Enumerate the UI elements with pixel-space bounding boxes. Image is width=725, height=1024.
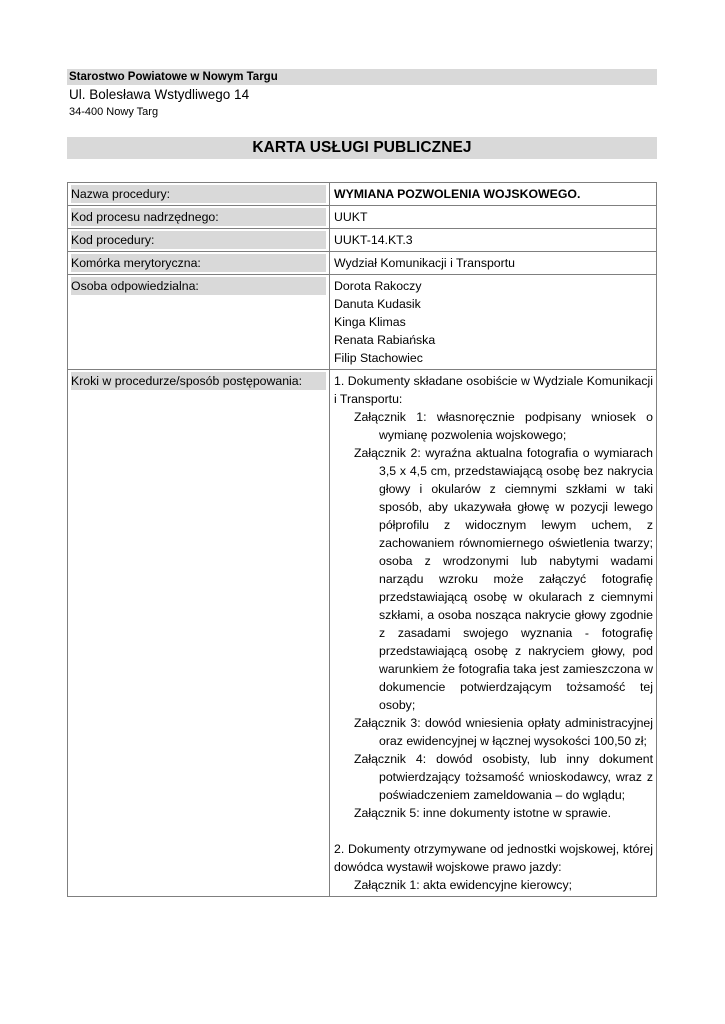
person-name: Renata Rabiańska — [334, 333, 436, 347]
attachment-item: Załącznik 2: wyraźna aktualna fotografia o wymiarach 3,5 x 4,5 cm, przedstawiającą osobę bez nakrycia głowy i okularów z ciemnymi szkłami w taki sposób, aby ukazywała głowę w pozycji lewego półprofilu z widocznym lewym uchem, z zachowaniem równomiernego oświetlenia twarzy; osoba z wrodzonymi lub nabytymi wadami narządu wzroku może załączyć fotografię przedstawiającą osobę w okularach z ciemnymi szkłami, a osoba nosząca nakrycie głowy zgodnie z zasadami swojego wyznania - fotografię przedstawiającą osobę z nakryciem głowy, pod warunkiem że fotografia taka jest zamieszczona w dokumencie potwierdzającym tożsamość tej osoby; — [354, 446, 653, 712]
attachment-item: Załącznik 1: akta ewidencyjne kierowcy; — [354, 878, 573, 892]
attachment-item: Załącznik 1: własnoręcznie podpisany wniosek o wymianę pozwolenia wojskowego; — [354, 410, 653, 442]
procedure-code-value: UUKT-14.KT.3 — [330, 229, 657, 252]
responsible-persons — [330, 275, 657, 370]
person-name: Kinga Klimas — [334, 315, 406, 329]
document-title: KARTA USŁUGI PUBLICZNEJ — [67, 137, 657, 159]
attachment-item: Załącznik 3: dowód wniesienia opłaty administracyjnej oraz ewidencyjnej w łącznej wysokości 100,50 zł; — [354, 716, 653, 748]
parent-process-code-label: Kod procesu nadrzędnego: — [71, 208, 326, 226]
person-name: Danuta Kudasik — [334, 297, 421, 311]
steps-section-2: 2. Dokumenty otrzymywane od jednostki wojskowej, której dowódca wystawił wojskowe prawo jazdy: — [334, 842, 653, 874]
procedure-code-label: Kod procedury: — [71, 231, 326, 249]
attachment-item: Załącznik 5: inne dokumenty istotne w sprawie. — [354, 806, 611, 820]
row-parent-process-code — [68, 206, 657, 229]
procedure-table — [67, 182, 657, 897]
person-name: Dorota Rakoczy — [334, 279, 422, 293]
row-procedure-code — [68, 229, 657, 252]
row-steps — [68, 370, 657, 897]
procedure-name-label: Nazwa procedury: — [71, 185, 326, 203]
office-name: Starostwo Powiatowe w Nowym Targu — [67, 69, 657, 85]
procedure-name-value: WYMIANA POZWOLENIA WOJSKOWEGO. — [330, 183, 657, 206]
attachment-item: Załącznik 4: dowód osobisty, lub inny dokument potwierdzający tożsamość wnioskodawcy, wraz z poświadczeniem zameldowania – do wglądu; — [354, 752, 653, 802]
steps-label: Kroki w procedurze/sposób postępowania: — [71, 372, 326, 390]
row-responsible — [68, 275, 657, 370]
unit-label: Komórka merytoryczna: — [71, 254, 326, 272]
office-street: Ul. Bolesława Wstydliwego 14 — [69, 87, 250, 102]
steps-content — [330, 370, 657, 897]
row-procedure-name — [68, 183, 657, 206]
steps-section-1: 1. Dokumenty składane osobiście w Wydziale Komunikacji i Transportu: — [334, 374, 653, 406]
responsible-label: Osoba odpowiedzialna: — [71, 277, 326, 295]
parent-process-code-value: UUKT — [330, 206, 657, 229]
paragraph-gap — [334, 822, 653, 840]
person-name: Filip Stachowiec — [334, 351, 423, 365]
unit-value: Wydział Komunikacji i Transportu — [330, 252, 657, 275]
office-postal: 34-400 Nowy Targ — [69, 106, 159, 118]
row-unit — [68, 252, 657, 275]
